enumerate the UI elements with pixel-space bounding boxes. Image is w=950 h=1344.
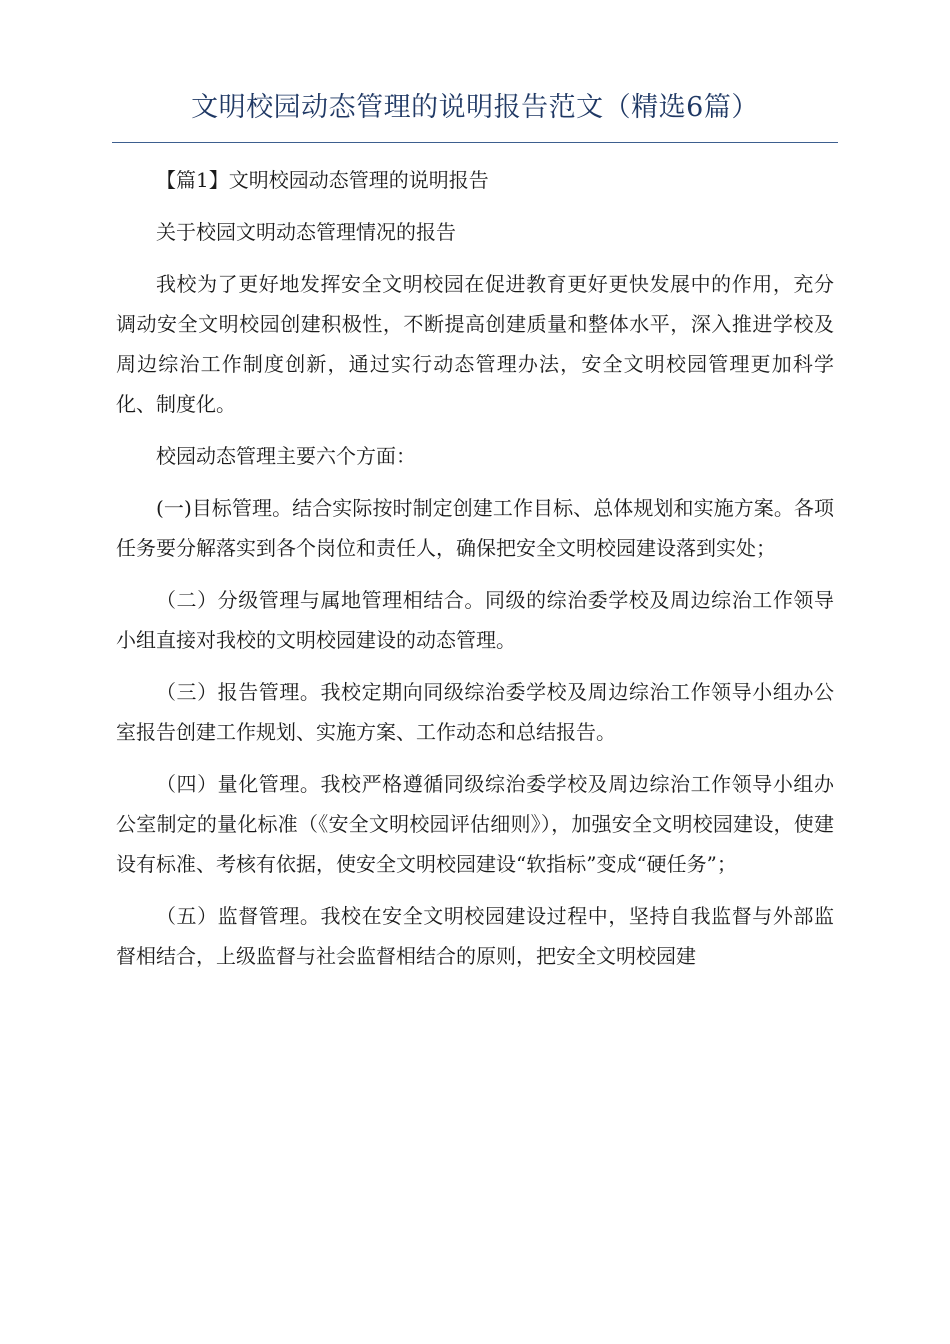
- document-title: 文明校园动态管理的说明报告范文（精选6篇）: [191, 92, 759, 123]
- body-paragraph: （四）量化管理。我校严格遵循同级综治委学校及周边综治工作领导小组办公室制定的量化标准（《安全文明校园评估细则》），加强安全文明校园建设，使建设有标准、考核有依据，使安全文明校园建设“软指标”变成“硬任务”；: [116, 772, 834, 876]
- body-paragraph: （五）监督管理。我校在安全文明校园建设过程中，坚持自我监督与外部监督相结合，上级监督与社会监督相结合的原则，把安全文明校园建: [116, 904, 834, 968]
- section-heading: 【篇1】文明校园动态管理的说明报告: [156, 168, 489, 192]
- report-subtitle: 关于校园文明动态管理情况的报告: [156, 220, 456, 244]
- body-paragraph: 校园动态管理主要六个方面：: [156, 444, 416, 468]
- body-paragraph: （三）报告管理。我校定期向同级综治委学校及周边综治工作领导小组办公室报告创建工作规划、实施方案、工作动态和总结报告。: [116, 680, 834, 744]
- body-paragraph: （二）分级管理与属地管理相结合。同级的综治委学校及周边综治工作领导小组直接对我校的文明校园建设的动态管理。: [116, 588, 834, 652]
- body-paragraph: 我校为了更好地发挥安全文明校园在促进教育更好更快发展中的作用，充分调动安全文明校园创建积极性，不断提高创建质量和整体水平，深入推进学校及周边综治工作制度创新，通过实行动态管理办法，安全文明校园管理更加科学化、制度化。: [116, 272, 834, 416]
- title-divider: [112, 142, 838, 143]
- document-body: [116, 160, 834, 988]
- body-paragraph: (一)目标管理。结合实际按时制定创建工作目标、总体规划和实施方案。各项任务要分解落实到各个岗位和责任人，确保把安全文明校园建设落到实处；: [116, 496, 834, 560]
